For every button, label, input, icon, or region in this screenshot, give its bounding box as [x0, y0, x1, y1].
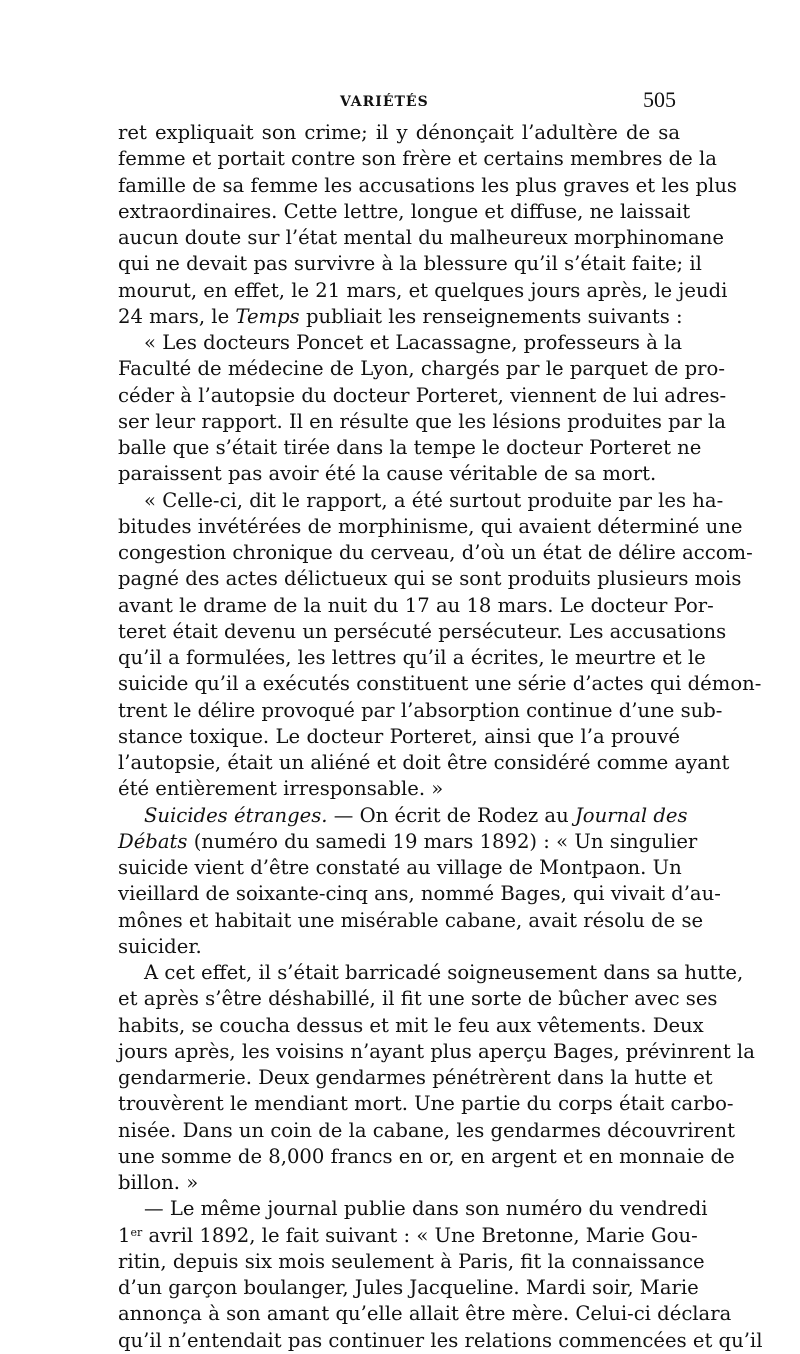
- text-line: suicide vient d’être constaté au village de Montpaon. Un: [118, 856, 682, 879]
- text-line: [118, 304, 683, 330]
- text-line: trent le délire provoqué par l’absorption continue d’une sub-: [118, 698, 723, 722]
- text-line: A cet effet, il s’était barricadé soigneusement dans sa hutte,: [144, 961, 744, 984]
- paragraph-1: [118, 120, 737, 330]
- text-line: teret était devenu un persécuté persécuteur. Les accusations: [118, 619, 727, 643]
- ordinal-superscript: er: [130, 1225, 143, 1239]
- text-line: pagné des actes délictueux qui se sont produits plusieurs mois: [118, 567, 742, 591]
- text-span: (numéro du samedi 19 mars 1892) : « Un singulier: [187, 829, 698, 853]
- text-line: congestion chronique du cerveau, d’où un état de délire accom-: [118, 541, 753, 564]
- text-line: annonça à son amant qu’elle allait être mère. Celui-ci déclara: [118, 1302, 732, 1326]
- text-line: [118, 829, 698, 855]
- text-line: stance toxique. Le docteur Porteret, ainsi que l’a prouvé: [118, 724, 680, 748]
- text-line: été entièrement irresponsable. »: [118, 777, 444, 801]
- text-line: [118, 1223, 698, 1249]
- text-line: « Celle-ci, dit le rapport, a été surtout produite par les ha-: [144, 488, 724, 512]
- newspaper-title: Temps: [235, 304, 300, 328]
- paragraph-6: [118, 1196, 763, 1354]
- text-line: billon. »: [118, 1171, 199, 1194]
- text-line: l’autopsie, était un aliéné et doit être considéré comme ayant: [118, 751, 730, 774]
- page-body: [118, 120, 763, 1354]
- text-line: — Le même journal publie dans son numéro du vendredi: [144, 1197, 708, 1221]
- paragraph-4: [118, 803, 721, 961]
- text-line: gendarmerie. Deux gendarmes pénétrèrent dans la hutte et: [118, 1066, 713, 1089]
- text-line: femme et portait contre son frère et certains membres de la: [118, 147, 717, 171]
- running-title: VARIÉTÉS: [340, 94, 429, 110]
- text-line: d’un garçon boulanger, Jules Jacqueline. Mardi soir, Marie: [118, 1276, 699, 1299]
- text-line: [118, 803, 688, 829]
- text-line: suicide qu’il a exécutés constituent une série d’actes qui démon-: [118, 672, 762, 696]
- text-line: trouvèrent le mendiant mort. Une partie du corps était carbo-: [118, 1092, 734, 1116]
- text-line: qu’il n’entendait pas continuer les relations commencées et qu’il: [118, 1328, 763, 1352]
- newspaper-title: Journal des: [574, 803, 688, 827]
- text-line: ser leur rapport. Il en résulte que les lésions produites par la: [118, 409, 726, 433]
- text-span: 1: [118, 1223, 131, 1247]
- text-line: ritin, depuis six mois seulement à Paris, fit la connaissance: [118, 1249, 705, 1273]
- text-line: mourut, en effet, le 21 mars, et quelques jours après, le jeudi: [118, 278, 728, 302]
- text-line: jours après, les voisins n’ayant plus aperçu Bages, prévinrent la: [118, 1039, 755, 1063]
- page-number: 505: [643, 87, 676, 112]
- text-span: avril 1892, le fait suivant : « Une Bretonne, Marie Gou-: [142, 1223, 698, 1247]
- text-line: vieillard de soixante-cinq ans, nommé Bages, qui vivait d’au-: [118, 882, 721, 906]
- text-line: qu’il a formulées, les lettres qu’il a écrites, le meurtre et le: [118, 646, 706, 669]
- section-heading: Suicides étranges.: [144, 803, 328, 827]
- text-line: céder à l’autopsie du docteur Porteret, viennent de lui adres-: [118, 383, 727, 407]
- text-line: et après s’être déshabillé, il fit une sorte de bûcher avec ses: [118, 987, 718, 1011]
- text-line: avant le drame de la nuit du 17 au 18 mars. Le docteur Por-: [118, 593, 714, 617]
- text-line: « Les docteurs Poncet et Lacassagne, professeurs à la: [144, 331, 683, 354]
- text-line: qui ne devait pas survivre à la blessure qu’il s’était faite; il: [118, 252, 702, 276]
- text-line: paraissent pas avoir été la cause véritable de sa mort.: [118, 462, 657, 486]
- text-line: aucun doute sur l’état mental du malheureux morphinomane: [118, 226, 724, 249]
- text-line: famille de sa femme les accusations les plus graves et les plus: [118, 173, 737, 197]
- text-line: extraordinaires. Cette lettre, longue et diffuse, ne laissait: [118, 199, 691, 223]
- text-line: suicider.: [118, 934, 202, 958]
- text-line: habits, se coucha dessus et mit le feu aux vêtements. Deux: [118, 1013, 704, 1037]
- text-line: balle que s’était tirée dans la tempe le docteur Porteret ne: [118, 436, 702, 459]
- book-page: [118, 86, 763, 1352]
- text-line: ret expliquait son crime; il y dénonçait l’adultère de sa: [118, 121, 680, 144]
- text-span: — On écrit de Rodez au: [327, 803, 575, 827]
- text-span: 24 mars, le: [118, 304, 236, 328]
- paragraph-2: [118, 330, 727, 488]
- page-header: [118, 86, 680, 120]
- text-line: Faculté de médecine de Lyon, chargés par le parquet de pro-: [118, 357, 725, 381]
- text-line: une somme de 8,000 francs en or, en argent et en monnaie de: [118, 1144, 735, 1168]
- newspaper-title: Débats: [118, 829, 188, 853]
- text-line: nisée. Dans un coin de la cabane, les gendarmes découvrirent: [118, 1118, 735, 1142]
- text-line: bitudes invétérées de morphinisme, qui avaient déterminé une: [118, 514, 743, 538]
- paragraph-5: [118, 960, 755, 1196]
- text-span: publiait les renseignements suivants :: [299, 304, 683, 328]
- paragraph-3: [118, 488, 762, 803]
- text-line: mônes et habitait une misérable cabane, avait résolu de se: [118, 908, 704, 932]
